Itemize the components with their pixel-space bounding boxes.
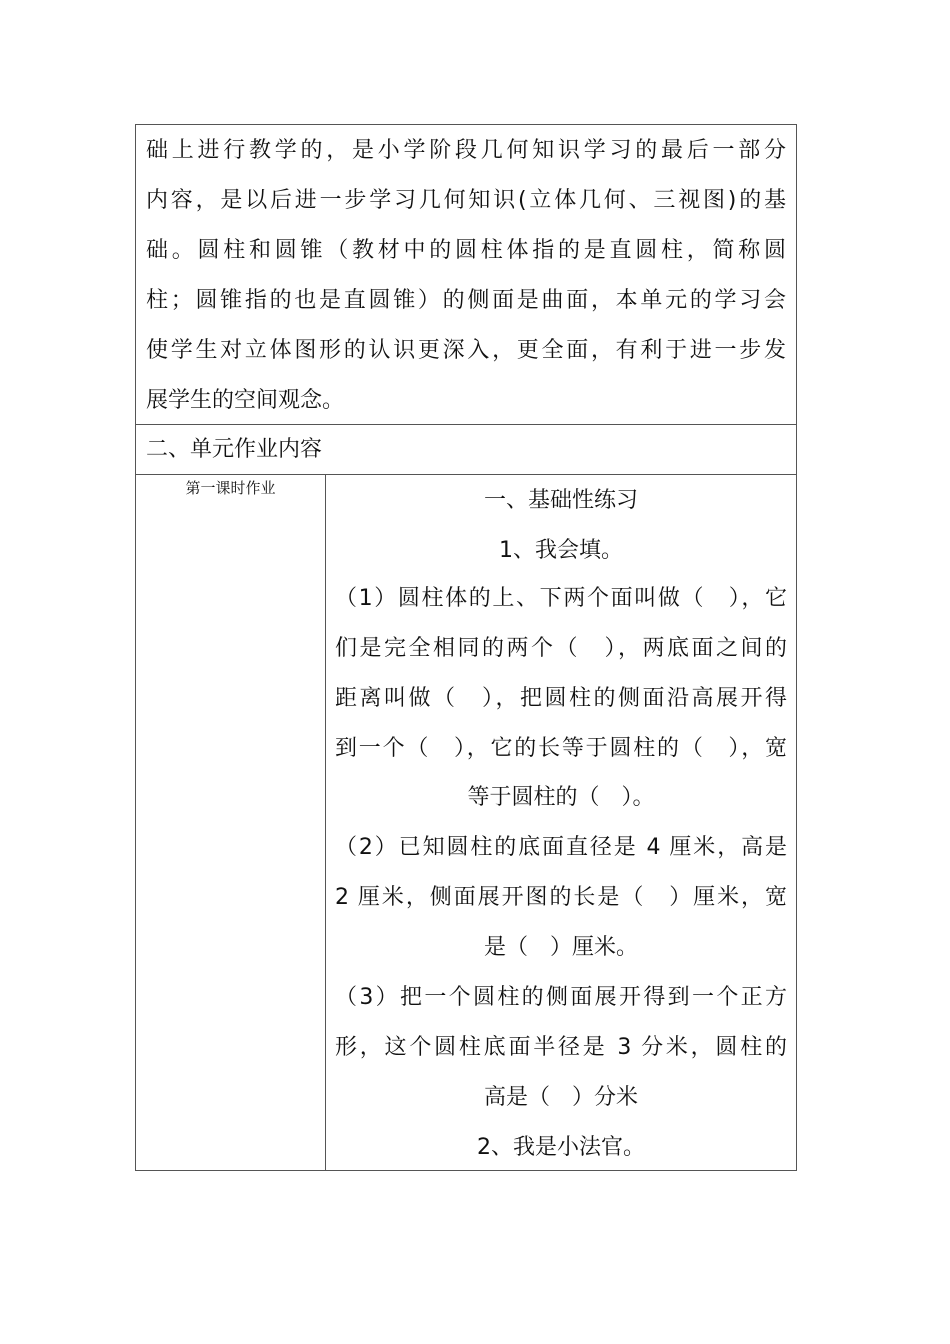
lesson-label: 第一课时作业	[185, 479, 276, 497]
intro-line: 内容，是以后进一步学习几何知识(立体几何、三视图)的基	[146, 188, 786, 213]
question-title: 2、我是小法官。	[477, 1135, 645, 1160]
question-line: （2）已知圆柱的底面直径是 4 厘米，高是	[335, 835, 787, 860]
question-line: 们是完全相同的两个（ ），两底面之间的	[335, 636, 787, 661]
question-line: 距离叫做（ ），把圆柱的侧面沿高展开得	[335, 686, 787, 711]
question-line: 高是（ ）分米	[483, 1085, 638, 1110]
question-line: （3）把一个圆柱的侧面展开得到一个正方	[335, 985, 787, 1010]
question-line: 到一个（ ），它的长等于圆柱的（ ），宽	[335, 736, 787, 761]
question-title: 1、我会填。	[499, 538, 623, 563]
section-heading: 二、单元作业内容	[146, 437, 323, 462]
question-line: 2 厘米，侧面展开图的长是（ ）厘米，宽	[335, 885, 787, 910]
intro-line: 础上进行教学的，是小学阶段几何知识学习的最后一部分	[146, 138, 786, 163]
row-divider	[136, 474, 796, 475]
intro-line: 柱；圆锥指的也是直圆锥）的侧面是曲面，本单元的学习会	[146, 288, 786, 313]
question-line: 等于圆柱的（ ）。	[467, 785, 655, 810]
intro-line: 使学生对立体图形的认识更深入，更全面，有利于进一步发	[146, 338, 786, 363]
intro-line: 展学生的空间观念。	[146, 388, 345, 413]
intro-line: 础。圆柱和圆锥（教材中的圆柱体指的是直圆柱，简称圆	[146, 238, 786, 263]
question-line: （1）圆柱体的上、下两个面叫做（ ），它	[335, 586, 787, 611]
question-line: 形，这个圆柱底面半径是 3 分米，圆柱的	[335, 1035, 787, 1060]
question-line: 是（ ）厘米。	[483, 935, 638, 960]
column-divider	[325, 475, 326, 1170]
part-title: 一、基础性练习	[483, 488, 638, 513]
homework-table	[135, 124, 797, 1171]
